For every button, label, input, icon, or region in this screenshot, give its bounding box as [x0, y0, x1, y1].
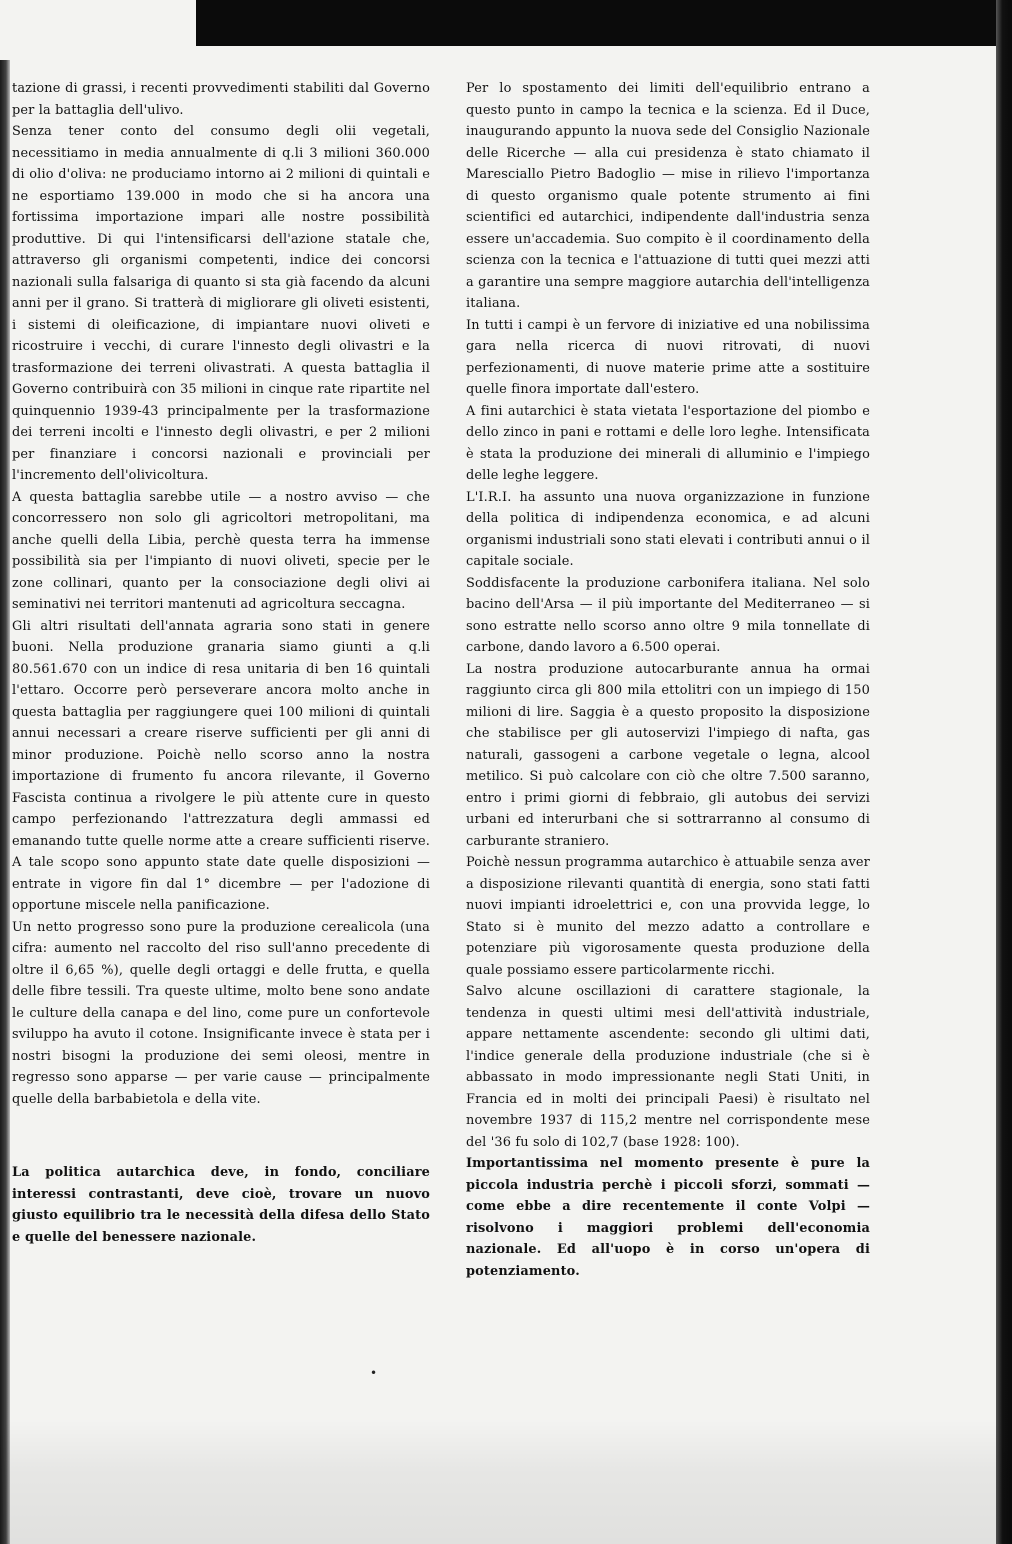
scan-top-border — [196, 0, 1012, 46]
paragraph: Per lo spostamento dei limiti dell'equilibrio entrano a questo punto in campo la tecnica e la scienza. Ed il Duce, inaugurando appunto la nuova sede del Consiglio Nazionale delle Ricerche — alla cui presidenza è stato chiamato il Maresciallo Pietro Badoglio — mise in rilievo l'importanza di questo organismo quale potente strumento ai fini scientifici ed autarchici, indipendente dall'industria senza essere un'accademia. Suo compito è il coordinamento della scienza con la tecnica e l'attuazione di tutti quei mezzi atti a garantire una sempre maggiore autarchia dell'intelligenza italiana. — [466, 81, 870, 311]
paragraph: Poichè nessun programma autarchico è attuabile senza aver a disposizione rilevanti quantità di energia, sono stati fatti nuovi impianti idroelettrici e, con una provvida legge, lo Stato si è munito del mezzo adatto a controllare e potenziare più vigorosamente questa produzione della quale possiamo essere particolarmente ricchi. — [466, 855, 870, 978]
closing-paragraph: La politica autarchica deve, in fondo, conciliare interessi contrastanti, deve cioè, trovare un nuovo giusto equilibrio tra le necessità della difesa dello Stato e quelle del benessere nazionale. — [12, 1165, 430, 1245]
paragraph: Soddisfacente la produzione carbonifera italiana. Nel solo bacino dell'Arsa — il più importante del Mediterraneo — si sono estratte nello scorso anno oltre 9 mila tonnellate di carbone, dando lavoro a 6.500 operai. — [466, 575, 870, 655]
paragraph: A questa battaglia sarebbe utile — a nostro avviso — che concorressero non solo gli agricoltori metropolitani, ma anche quelli della Libia, perchè questa terra ha immense possibilità sia per l'impianto di nuovi oliveti, specie per le zone collinari, quanto per la consociazione degli olivi ai seminativi nei territori mantenuti ad agricoltura seccagna. — [12, 489, 430, 612]
paragraph: L'I.R.I. ha assunto una nuova organizzazione in funzione della politica di indipendenza economica, e ad alcuni organismi industriali sono stati elevati i contributi annui o il capitale sociale. — [466, 489, 870, 569]
page-shadow — [0, 1420, 1012, 1544]
right-text-column — [466, 78, 870, 1282]
paragraph: Un netto progresso sono pure la produzione cerealicola (una cifra: aumento nel raccolto del riso sull'anno precedente di oltre il 6,65 %), quelle degli ortaggi e delle frutta, e quella delle fibre tessili. Tra queste ultime, molto bene sono andate le culture della canapa e del lino, come pure un confortevole sviluppo ha avuto il cotone. Insignificante invece è stata per i nostri bisogni la produzione dei semi oleosi, mentre in regresso sono apparse — per varie cause — principalmente quelle della barbabietola e della vite. — [12, 919, 430, 1107]
page-margin-top — [0, 0, 200, 50]
scan-left-border — [0, 60, 10, 1544]
paragraph-bold: Importantissima nel momento presente è pure la piccola industria perchè i piccoli sforzi, sommati — come ebbe a dire recentemente il conte Volpi — risolvono i maggiori problemi dell'economia nazionale. Ed all'uopo è in corso un'opera di potenziamento. — [466, 1156, 870, 1279]
paragraph: La nostra produzione autocarburante annua ha ormai raggiunto circa gli 800 mila ettolitri con un impiego di 150 milioni di lire. Saggia è a questo proposito la disposizione che stabilisce per gli autoservizi l'impiego di nafta, gas naturali, gassogeni a carbone vegetale o legna, alcool metilico. Si può calcolare con ciò che oltre 7.500 saranno, entro i primi giorni di febbraio, gli autobus dei servizi urbani ed interurbani che si sottrarranno al consumo di carburante straniero. — [466, 661, 870, 849]
paragraph: A fini autarchici è stata vietata l'esportazione del piombo e dello zinco in pani e rottami e delle loro leghe. Intensificata è stata la produzione dei minerali di alluminio e l'impiego delle leghe leggere. — [466, 403, 870, 483]
bullet-mark: • — [370, 1366, 378, 1380]
paragraph: In tutti i campi è un fervore di iniziative ed una nobilissima gara nella ricerca di nuovi ritrovati, di nuovi perfezionamenti, di nuove materie prime atte a sostituire quelle finora importate dall'estero. — [466, 317, 870, 397]
scan-right-border — [996, 0, 1012, 1544]
paragraph: Salvo alcune oscillazioni di carattere stagionale, la tendenza in questi ultimi mesi dell'attività industriale, appare nettamente ascendente: secondo gli ultimi dati, l'indice generale della produzione industriale (che si è abbassato in modo impressionante negli Stati Uniti, in Francia ed in molti dei principali Paesi) è risultato nel novembre 1937 di 115,2 mentre nel corrispondente mese del '36 fu solo di 102,7 (base 1928: 100). — [466, 984, 870, 1150]
left-text-column — [12, 78, 430, 1248]
paragraph: Senza tener conto del consumo degli olii vegetali, necessitiamo in media annualmente di q.li 3 milioni 360.000 di olio d'oliva: ne produciamo intorno ai 2 milioni di quintali e ne esportiamo 139.000 in modo che si ha ancora una fortissima importazione impari alle nostre possibilità produttive. Di qui l'intensificarsi dell'azione statale che, attraverso gli organismi competenti, indice dei concorsi nazionali sulla falsariga di quanto si sta già facendo da alcuni anni per il grano. Si tratterà di migliorare gli oliveti esistenti, i sistemi di oleificazione, di impiantare nuovi oliveti e ricostruire i vecchi, di curare l'innesto degli olivastri e la trasformazione dei terreni olivastrati. A questa battaglia il Governo contribuirà con 35 milioni in cinque rate ripartite nel quinquennio 1939-43 principalmente per la trasformazione dei terreni incolti e l'innesto degli olivastri, e per 2 milioni per finanziare i concorsi nazionali e provinciali per l'incremento dell'olivicoltura. — [12, 124, 430, 483]
paragraph: tazione di grassi, i recenti provvedimenti stabiliti dal Governo per la battaglia dell'ulivo. — [12, 81, 430, 118]
paragraph: Gli altri risultati dell'annata agraria sono stati in genere buoni. Nella produzione granaria siamo giunti a q.li 80.561.670 con un indice di resa unitaria di ben 16 quintali l'ettaro. Occorre però perseverare ancora molto anche in questa battaglia per raggiungere quei 100 milioni di quintali annui necessari a creare riserve sufficienti per gli anni di minor produzione. Poichè nello scorso anno la nostra importazione di frumento fu ancora rilevante, il Governo Fascista continua a rivolgere le più attente cure in questo campo perfezionando l'attrezzatura degli ammassi ed emanando tutte quelle norme atte a creare sufficienti riserve. A tale scopo sono appunto state date quelle disposizioni — entrate in vigore fin dal 1° dicembre — per l'adozione di opportune miscele nella panificazione. — [12, 618, 430, 913]
